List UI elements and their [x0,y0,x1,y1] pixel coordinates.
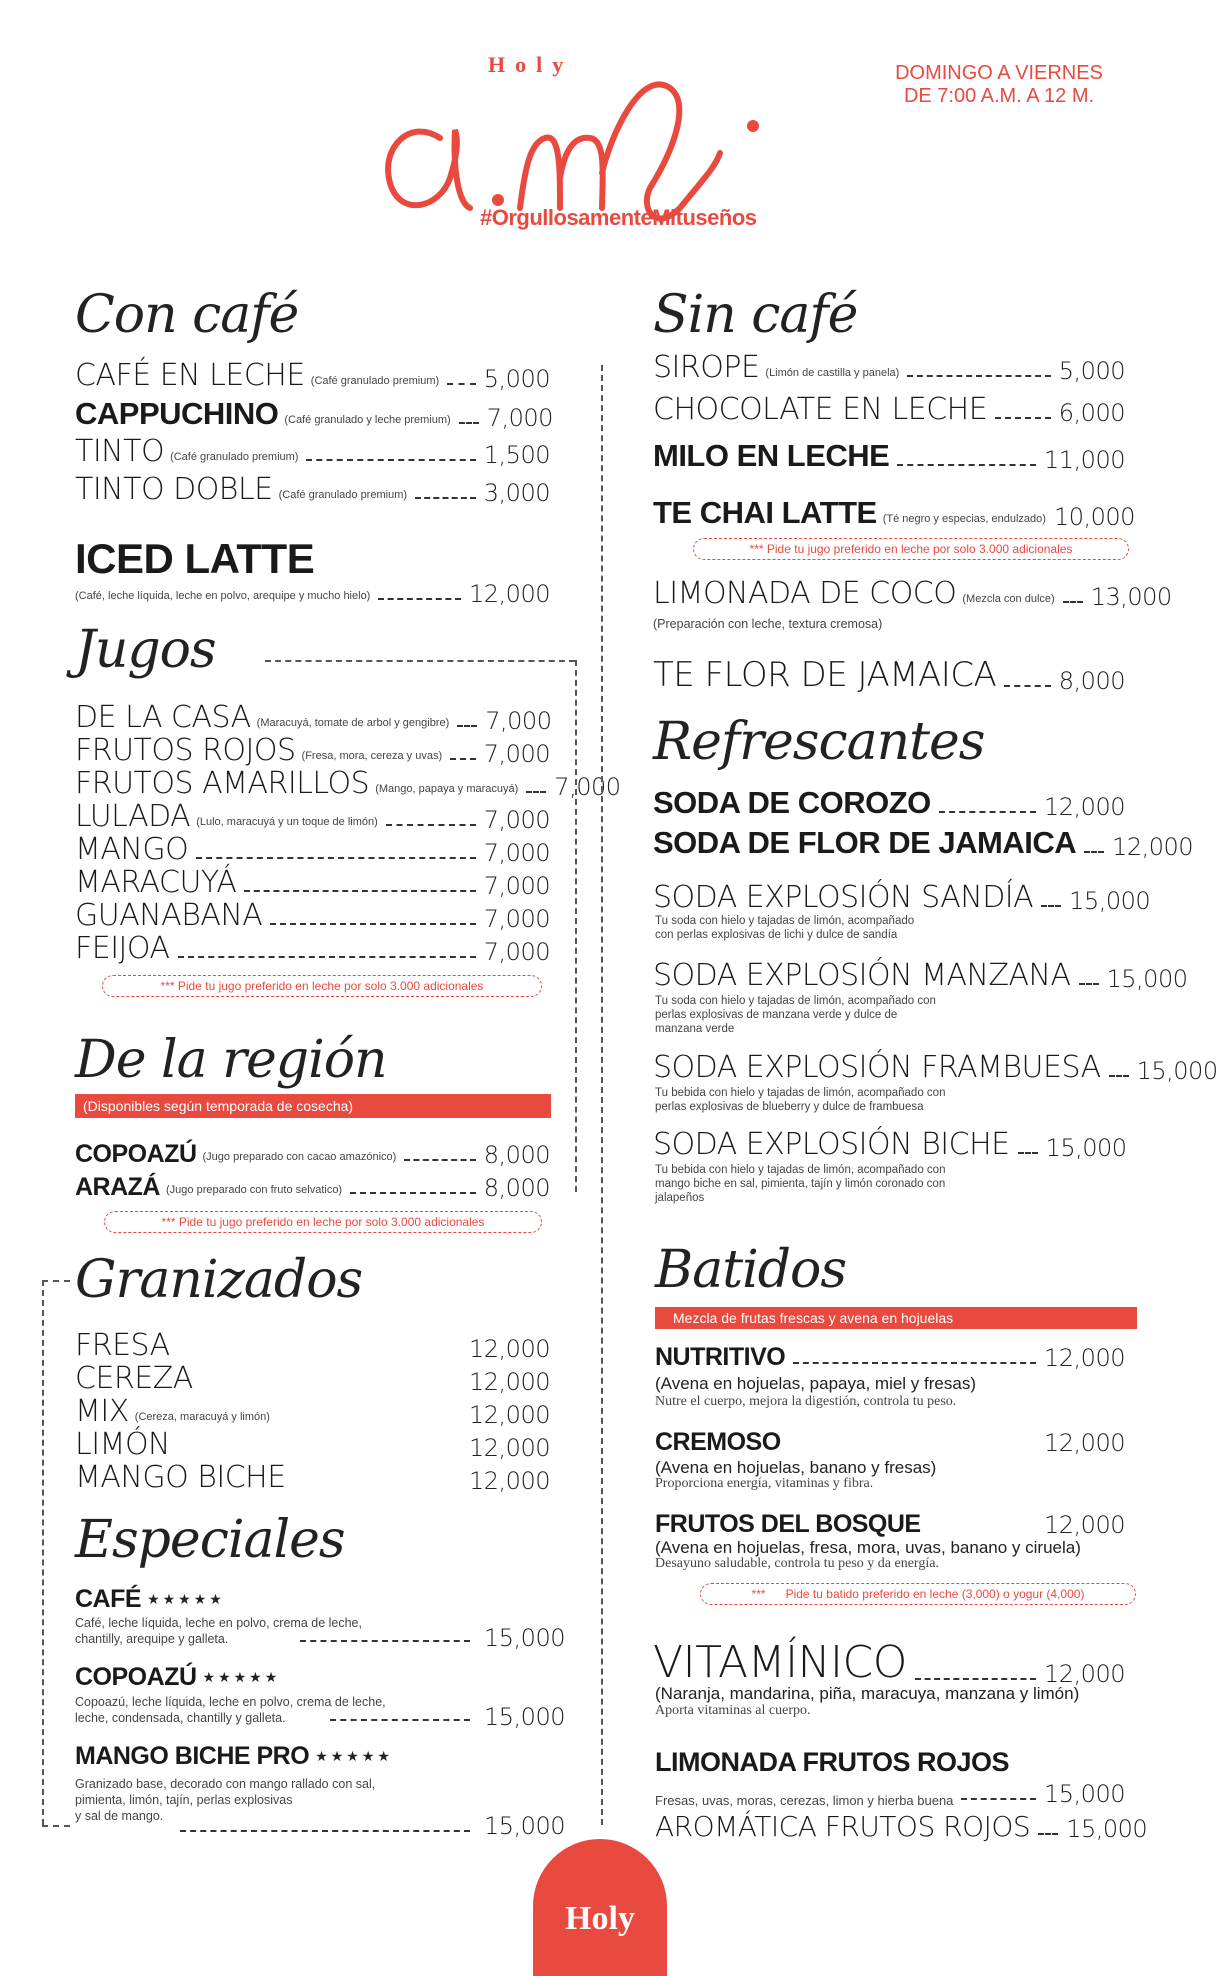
item-description [655,994,936,1036]
item-description: Nutre el cuerpo, mejora la digestión, controla tu peso. [655,1394,957,1409]
item-subtitle: (Naranja, mandarina, piña, maracuya, manzana y limón) [655,1684,1080,1703]
desc-line: chantilly, arequipe y galleta. [75,1632,229,1646]
desc-line: perlas explosivas de blueberry y dulce de frambuesa [655,1101,924,1113]
menu-item [655,1810,1148,1843]
leader-dots [270,923,475,925]
item-price: 10,000 [1053,503,1135,531]
item-description [75,1776,375,1824]
item-description [75,1615,362,1647]
item-name: SODA DE FLOR DE JAMAICA [653,825,1077,860]
item-price: 15,000 [1044,1780,1125,1808]
item-note: (Mango, papaya y maracuyá) [375,783,519,795]
desc-line: Tu bebida con hielo y tajadas de limón, acompañado con [655,1164,946,1176]
section-title-con-cafe: Con café [75,285,299,345]
item-price: 8,000 [1058,667,1125,695]
desc-line: perlas explosivas de manzana verde y dulce de [655,1009,898,1021]
item-price: 12,000 [1044,793,1125,821]
item-name: SIROPE [653,350,760,385]
item-price: 7,000 [483,740,550,768]
item-name: SODA EXPLOSIÓN SANDÍA [653,880,1034,915]
item-name: GUANABANA [75,898,263,933]
leader-dots [526,791,546,793]
item-name: SODA EXPLOSIÓN BICHE [653,1127,1010,1162]
menu-item [75,1328,550,1363]
iced-latte-name: ICED LATTE [75,535,315,582]
leader-dots [1063,601,1083,603]
leader-dots [196,857,476,859]
menu-item [653,350,1125,385]
item-price: 15,000 [1066,1815,1148,1843]
leader-dots [457,725,477,727]
item-name: LULADA [75,799,191,834]
item-description: Aporta vitaminas al cuerpo. [655,1703,811,1718]
menu-item [75,733,550,768]
item-name: CHOCOLATE EN LECHE [653,392,988,427]
menu-item [75,472,550,507]
desc-line: Copoazú, leche líquida, leche en polvo, crema de leche, [75,1695,386,1709]
leader-dots [178,956,476,958]
menu-item [653,392,1125,427]
menu-item [75,1361,550,1396]
menu-item [75,898,550,933]
dashed-divider [42,1280,70,1282]
desc-line: y sal de mango. [75,1809,164,1823]
leader-dots [386,824,476,826]
item-name: MANGO BICHE PRO [75,1742,310,1770]
menu-item [653,438,1125,474]
item-price: 3,000 [483,479,550,507]
section-title-jugos: Jugos [75,620,216,680]
desc-line: Tu soda con hielo y tajadas de limón, acompañado con [655,995,936,1007]
item-name: MANGO [75,832,189,867]
leader-dots [897,464,1036,466]
item-name: CAFÉ [75,1585,142,1613]
item-subtitle: (Avena en hojuelas, fresa, mora, uvas, banano y ciruela) [655,1538,1081,1557]
item-name: SODA EXPLOSIÓN MANZANA [653,958,1071,993]
item-note: (Fresa, mora, cereza y uvas) [301,750,443,762]
item-price: 15,000 [1069,887,1151,915]
menu-item [653,1637,1125,1688]
item-price: 12,000 [469,580,550,608]
item-name: CAPPUCHINO [75,396,279,431]
leader-dots [244,890,475,892]
section-title-especiales: Especiales [75,1510,345,1570]
item-price: 7,000 [483,938,550,966]
menu-item [75,1460,550,1495]
leader-dots [378,598,461,600]
item-name: LIMÓN [75,1427,170,1462]
promo-note: *** Pide tu jugo preferido en leche por solo 3.000 adicionales [693,538,1129,560]
batido-promo-note [700,1583,1136,1605]
item-name: TE FLOR DE JAMAICA [653,655,997,695]
section-title-refrescantes: Refrescantes [653,712,985,772]
item-price: 7,000 [486,404,553,432]
item-description [655,1086,945,1114]
leader-dots [907,375,1050,377]
menu-item [75,931,550,966]
section-title-region: De la región [75,1030,387,1090]
item-name: SODA EXPLOSIÓN FRAMBUESA [653,1050,1101,1085]
item-price: 7,000 [483,905,550,933]
batidos-banner: Mezcla de frutas frescas y avena en hojuelas [655,1307,1137,1329]
item-price: 1,500 [483,441,550,469]
leader-dots [300,1640,470,1642]
special-item-header [75,1742,393,1771]
item-name: FEIJOA [75,931,170,966]
menu-item [653,1050,1218,1085]
desc-line: jalapeños [655,1192,705,1204]
menu-item [653,576,1172,611]
promo-note: *** Pide tu jugo preferido en leche por solo 3.000 adicionales [102,975,542,997]
rating-stars-icon: ★★★★★ [315,1748,393,1764]
item-price: 8,000 [483,1141,550,1169]
item-price: 11,000 [1044,446,1125,474]
item-name: MARACUYÁ [75,865,237,900]
item-note: (Maracuyá, tomate de arbol y gengibre) [256,717,450,729]
item-description [655,1163,945,1205]
menu-item [75,766,621,801]
item-description: Desayuno saludable, controla tu peso y da energía. [655,1556,939,1571]
menu-item [75,396,553,432]
item-description: Proporciona energía, vitaminas y fibra. [655,1476,874,1491]
item-name: FRUTOS ROJOS [75,733,296,768]
iced-latte-row [75,580,550,608]
item-price: 7,000 [483,839,550,867]
menu-item [75,434,550,469]
section-title-granizados: Granizados [75,1250,363,1310]
dashed-divider [42,1280,44,1825]
menu-item [653,655,1125,695]
desc-line: Tu bebida con hielo y tajadas de limón, acompañado con [655,1087,946,1099]
item-note: (Jugo preparado con cacao amazónico) [202,1151,397,1163]
item-name: DE LA CASA [75,700,251,735]
item-price: 12,000 [469,1401,550,1429]
section-title-sin-cafe: Sin café [653,285,858,345]
leader-dots [415,497,476,499]
item-description [655,914,914,942]
item-name: AROMÁTICA FRUTOS ROJOS [655,1810,1031,1843]
item-price: 12,000 [469,1467,550,1495]
item-note: (Café granulado y leche premium) [284,414,451,426]
item-name: SODA DE COROZO [653,785,931,820]
item-note: (Café granulado premium) [310,375,440,387]
desc-line: mango biche en sal, pimienta, tajín y limón coronado con [655,1178,946,1190]
brand-small-logo: Holy [488,52,574,77]
menu-item [75,799,550,834]
item-price: 7,000 [485,707,552,735]
item-name: MILO EN LECHE [653,438,890,473]
leader-dots [1109,1075,1129,1077]
menu-item [653,495,1135,531]
item-note: (Cereza, maracuyá y limón) [134,1411,270,1423]
menu-item [653,785,1125,821]
leader-dots [1004,685,1050,687]
hours-line-1: DOMINGO A VIERNES [895,62,1103,84]
menu-item [653,958,1188,993]
item-name: COPOAZÚ [75,1140,197,1168]
item-note: (Café granulado premium) [170,451,299,463]
desc-line: manzana verde [655,1023,735,1035]
menu-item [653,825,1194,861]
menu-item [75,1173,550,1202]
item-price: 6,000 [1058,399,1125,427]
hours-line-2: DE 7:00 A.M. A 12 M. [903,85,1095,107]
item-subtitle: (Avena en hojuelas, papaya, miel y fresas) [655,1374,976,1393]
item-name: CEREZA [75,1361,193,1396]
item-name: CREMOSO [655,1428,781,1456]
item-name: TINTO [75,434,165,469]
item-price: 7,000 [554,773,621,801]
leader-dots [447,383,476,385]
leader-dots [793,1362,1036,1364]
item-name: TE CHAI LATTE [653,495,877,530]
item-name: MIX [75,1394,129,1429]
item-note: (Jugo preparado con fruto selvatico) [166,1184,343,1196]
dashed-divider [575,660,577,1192]
item-name: FRESA [75,1328,170,1363]
item-note: (Limón de castilla y panela) [765,367,900,379]
item-price: 12,000 [1044,1344,1125,1372]
item-note: (Mezcla con dulce) [962,593,1055,605]
item-price: 12,000 [1112,833,1194,861]
item-name: MANGO BICHE [75,1460,286,1495]
item-name: COPOAZÚ [75,1663,197,1691]
menu-item [655,1510,1125,1539]
item-price: 15,000 [484,1812,565,1840]
menu-item [655,1428,1125,1457]
item-price: 12,000 [1044,1511,1125,1539]
item-note: (Café granulado premium) [278,489,408,501]
item-price: 12,000 [469,1335,550,1363]
desc-line: Granizado base, decorado con mango rallado con sal, [75,1777,376,1791]
item-description [75,1694,386,1726]
item-price: 15,000 [484,1624,565,1652]
leader-dots [1084,851,1104,853]
leader-dots [330,1719,470,1721]
item-name: TINTO DOBLE [75,472,273,507]
leader-dots [180,1830,470,1832]
leader-dots [1038,1833,1058,1835]
item-name: LIMONADA DE COCO [653,576,957,611]
menu-item [655,1343,1125,1372]
dashed-divider [265,660,575,662]
item-name: ARAZÁ [75,1173,160,1201]
item-name: FRUTOS DEL BOSQUE [655,1510,921,1538]
promo-stars: *** [751,1587,766,1601]
item-price: 12,000 [469,1368,550,1396]
item-name: NUTRITIVO [655,1343,786,1371]
item-price: 12,000 [1044,1429,1125,1457]
footer-logo-text: Holy [565,1900,635,1937]
item-name: CAFÉ EN LECHE [75,358,305,393]
dashed-divider [42,1825,70,1827]
leader-dots [995,417,1051,419]
item-price: 5,000 [483,365,550,393]
menu-item [75,865,550,900]
desc-line: leche, condensada, chantilly y galleta. [75,1711,286,1725]
menu-item [75,1394,550,1429]
leader-dots [306,459,475,461]
leader-dots [404,1159,475,1161]
item-note: (Café, leche líquida, leche en polvo, arequipe y mucho hielo) [75,590,371,602]
leader-dots [459,422,479,424]
section-title-batidos: Batidos [655,1240,847,1300]
item-note: (Lulo, maracuyá y un toque de limón) [196,816,378,828]
leader-dots [450,758,476,760]
item-name: FRUTOS AMARILLOS [75,766,370,801]
leader-dots [1079,983,1099,985]
menu-item [655,1780,1125,1808]
menu-item [75,832,550,867]
item-price: 13,000 [1090,583,1172,611]
desc-line: Café, leche líquida, leche en polvo, crema de leche, [75,1616,362,1630]
item-price: 15,000 [484,1703,565,1731]
menu-item [75,700,550,735]
leader-dots [939,811,1036,813]
column-divider [601,365,603,1825]
desc-line: con perlas explosivas de lichi y dulce de sandía [655,929,898,941]
item-description: (Preparación con leche, textura cremosa) [653,617,883,631]
rating-stars-icon: ★★★★★ [202,1669,281,1685]
desc-line: pimienta, limón, tajín, perlas explosivas [75,1793,293,1807]
item-subtitle: (Avena en hojuelas, banano y fresas) [655,1458,937,1477]
item-price: 7,000 [483,872,550,900]
item-note: (Té negro y especias, endulzado) [882,513,1046,525]
leader-dots [1018,1152,1038,1154]
rating-stars-icon: ★★★★★ [147,1591,225,1607]
leader-dots [350,1192,476,1194]
item-price: 12,000 [1044,1660,1125,1688]
availability-banner: (Disponibles según temporada de cosecha) [75,1094,551,1118]
leader-dots [961,1798,1036,1800]
item-name: VITAMÍNICO [653,1637,907,1688]
item-price: 15,000 [1045,1134,1127,1162]
special-item-header [75,1585,225,1614]
item-description: Fresas, uvas, moras, cerezas, limon y hierba buena [655,1793,954,1808]
promo-note: *** Pide tu jugo preferido en leche por solo 3.000 adicionales [104,1211,542,1233]
limonada-name: LIMONADA FRUTOS ROJOS [655,1747,1010,1777]
leader-dots [915,1678,1036,1680]
menu-item [75,1427,550,1462]
promo-text: Pide tu batido preferido en leche (3,000) o yogur (4,000) [785,1587,1085,1601]
menu-item [75,1140,550,1169]
item-price: 7,000 [483,806,550,834]
am-script-logo [370,58,790,228]
menu-item [75,358,550,393]
desc-line: Tu soda con hielo y tajadas de limón, acompañado [655,915,915,927]
hashtag-text: #OrgullosamenteMituseños [480,205,757,230]
item-price: 5,000 [1058,357,1125,385]
item-price: 12,000 [469,1434,550,1462]
menu-item [653,880,1151,915]
menu-item [653,1127,1125,1162]
item-price: 15,000 [1106,965,1188,993]
item-price: 8,000 [483,1174,550,1202]
special-item-header [75,1663,280,1692]
leader-dots [1041,905,1061,907]
item-price: 15,000 [1136,1057,1218,1085]
opening-hours [884,62,1114,108]
